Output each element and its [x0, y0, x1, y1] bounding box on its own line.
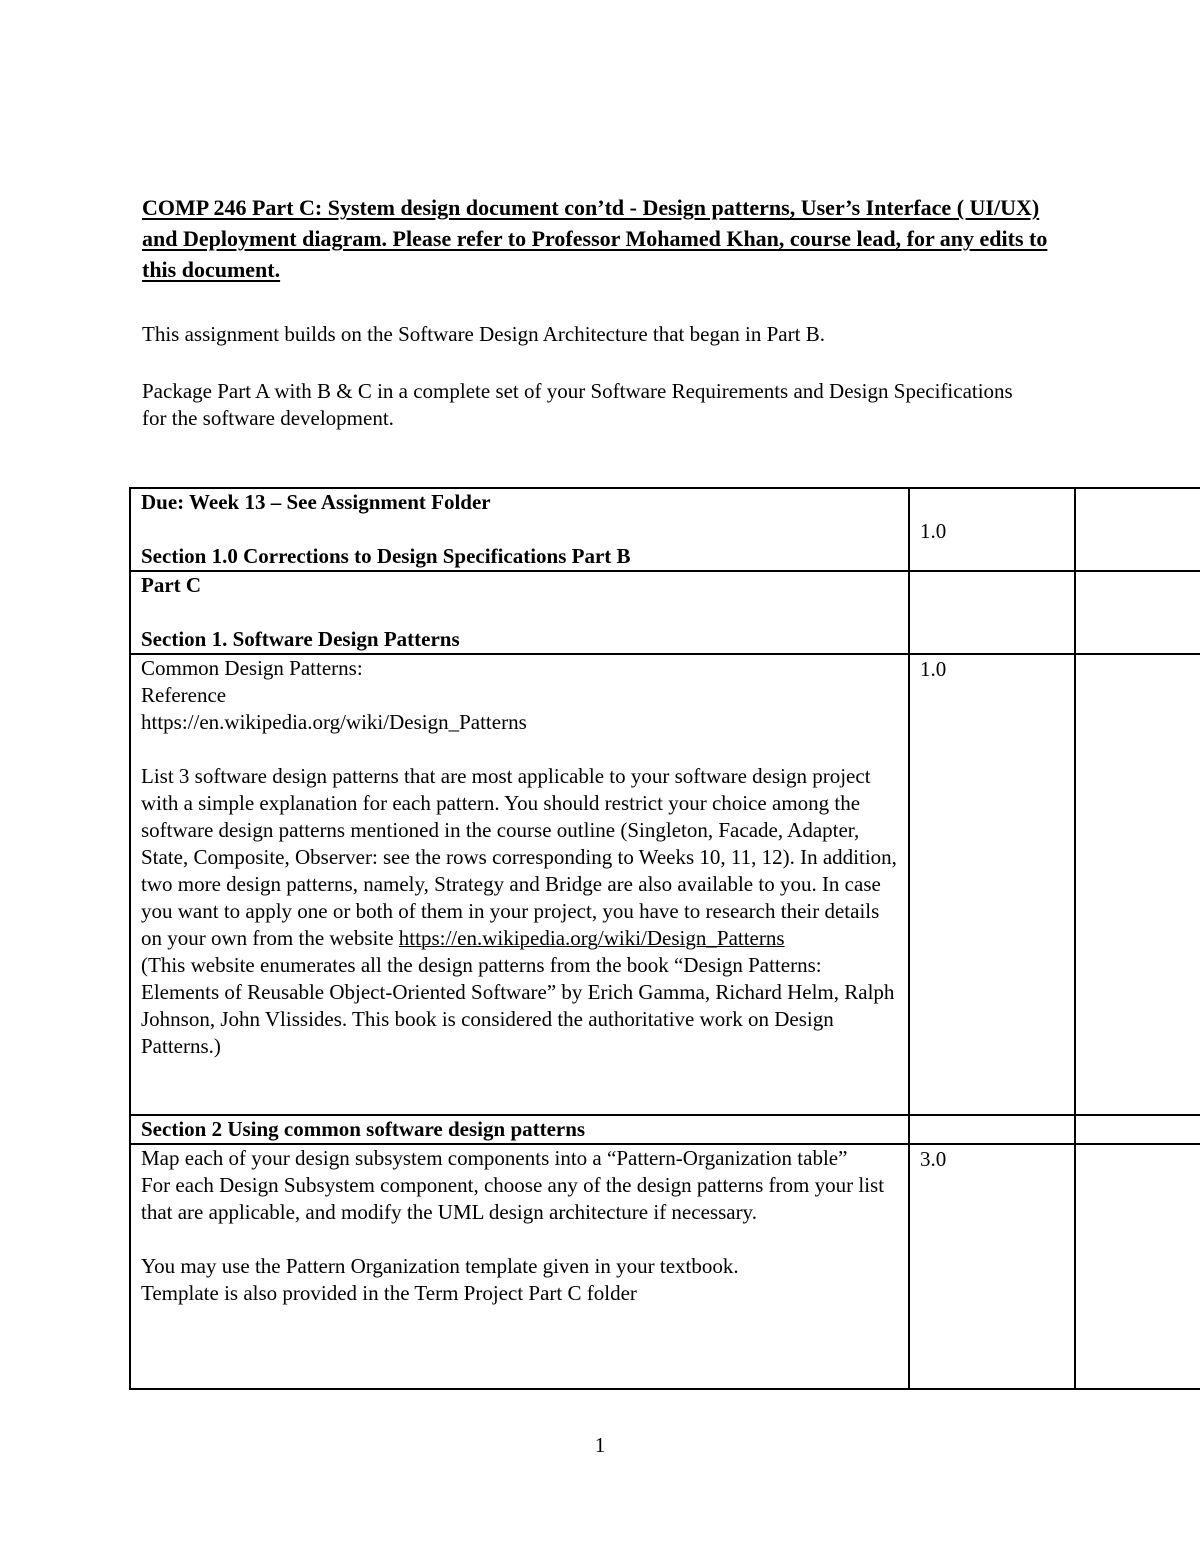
intro-paragraph-2: Package Part A with B & C in a complete set of your Software Requirements and Design Specifications for the software development. — [142, 379, 1013, 430]
table-row — [130, 1115, 1200, 1144]
row4-grade-cell — [1075, 1115, 1200, 1144]
instructions-text: List 3 software design patterns that are most applicable to your software design project with a simple explanation for each pattern. You should restrict your choice among the software design patterns mentioned in the course outline (Singleton, Facade, Adapter, State, Composite, Observer: see the rows corresponding to Weeks 10, 11, 12). In addition, two more design patterns, namely, Strategy and Bridge are also available to you. In case you want to apply one or both of them in your project, you have to research their details on your own from the website — [141, 764, 897, 950]
row4-points-cell — [909, 1115, 1075, 1144]
row4-description-cell — [130, 1115, 909, 1144]
row5-description-cell — [130, 1144, 909, 1389]
book-reference-text: (This website enumerates all the design patterns from the book “Design Patterns: Elements of Reusable Object-Oriented Software” by Erich Gamma, Richard Helm, Ralph Johnson, John Vlissides. This book is considered the authoritative work on Design Patterns.) — [141, 953, 895, 1058]
part-heading: Part C — [141, 573, 202, 597]
text-paragraph: Map each of your design subsystem components into a “Pattern-Organization table” — [141, 1146, 848, 1170]
section-heading: Section 1. Software Design Patterns — [141, 627, 460, 651]
table-row — [130, 1144, 1200, 1389]
row2-points-cell — [909, 571, 1075, 654]
assignment-table — [129, 487, 1200, 1390]
table-row — [130, 654, 1200, 1115]
row5-points-cell: 3.0 — [909, 1144, 1075, 1389]
row1-points-cell: 1.0 — [909, 488, 1075, 571]
intro-paragraph-1: This assignment builds on the Software Design Architecture that began in Part B. — [142, 322, 825, 346]
row2-description-cell — [130, 571, 909, 654]
design-patterns-link[interactable]: https://en.wikipedia.org/wiki/Design_Patterns — [398, 926, 785, 950]
row3-description-cell — [130, 654, 909, 1115]
page-number: 1 — [594, 1433, 606, 1457]
reference-url: https://en.wikipedia.org/wiki/Design_Patterns — [141, 710, 527, 734]
row1-description-cell — [130, 488, 909, 571]
section-heading: Section 2 Using common software design patterns — [141, 1117, 586, 1141]
row5-grade-cell — [1075, 1144, 1200, 1389]
document-title: COMP 246 Part C: System design document con’td - Design patterns, User’s Interface ( UI/UX) and Deployment diagram. Please refer to Professor Mohamed Khan, course lead, for any edits to this document. — [142, 195, 1048, 282]
text-paragraph: For each Design Subsystem component, choose any of the design patterns from your list that are applicable, and modify the UML design architecture if necessary. — [141, 1173, 885, 1224]
text-line: Template is also provided in the Term Project Part C folder — [141, 1281, 637, 1305]
table-row — [130, 488, 1200, 571]
text-line: Reference — [141, 683, 227, 707]
row2-grade-cell — [1075, 571, 1200, 654]
row3-points-cell: 1.0 — [909, 654, 1075, 1115]
row1-grade-cell — [1075, 488, 1200, 571]
row3-grade-cell — [1075, 654, 1200, 1115]
text-line: You may use the Pattern Organization template given in your textbook. — [141, 1254, 739, 1278]
due-line: Due: Week 13 – See Assignment Folder — [141, 490, 491, 514]
section-heading: Section 1.0 Corrections to Design Specifications Part B — [141, 544, 631, 568]
text-line: Common Design Patterns: — [141, 656, 363, 680]
table-row — [130, 571, 1200, 654]
